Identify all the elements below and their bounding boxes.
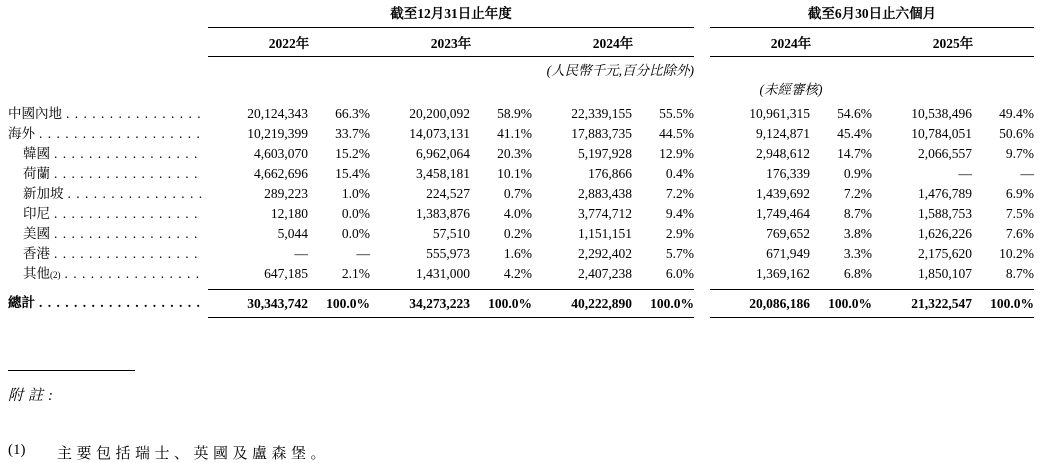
row-label-text: 其他 bbox=[23, 266, 50, 281]
column-header-2025-interim: 2025年 bbox=[872, 36, 1034, 57]
footnote-text: 主要包括瑞士、英國及盧森堡。 bbox=[57, 446, 331, 462]
amount-cell: 2,883,438 bbox=[578, 186, 632, 201]
percent-cell: 0.4% bbox=[665, 166, 694, 181]
amount-cell: 20,086,186 bbox=[710, 289, 810, 318]
row-label bbox=[8, 244, 208, 264]
dot-leader bbox=[66, 104, 202, 124]
column-gap bbox=[694, 164, 710, 184]
percent-cell: 8.7% bbox=[843, 206, 872, 221]
unaudited-note: (未經審核) bbox=[759, 82, 823, 97]
period-group-interim: 截至6月30日止六個月 bbox=[710, 6, 1034, 28]
currency-unit-note: (人民幣千元,百分比除外) bbox=[546, 63, 694, 78]
percent-cell: 2.1% bbox=[341, 266, 370, 281]
amount-cell: 176,866 bbox=[588, 166, 632, 181]
percent-cell: 9.4% bbox=[665, 206, 694, 221]
row-label bbox=[8, 224, 208, 244]
percent-cell: 0.0% bbox=[341, 206, 370, 221]
amount-cell: 10,538,496 bbox=[911, 106, 972, 121]
column-gap bbox=[694, 224, 710, 244]
percent-cell: 100.0% bbox=[308, 289, 370, 318]
row-label-text: 荷蘭 bbox=[23, 166, 50, 181]
amount-cell: 57,510 bbox=[432, 226, 470, 241]
column-header-2024: 2024年 bbox=[532, 36, 694, 57]
amount-cell: 1,431,000 bbox=[416, 266, 470, 281]
row-label bbox=[8, 124, 208, 144]
row-label-text: 海外 bbox=[8, 126, 35, 141]
amount-cell: 9,124,871 bbox=[756, 126, 810, 141]
percent-cell: 12.9% bbox=[659, 146, 694, 161]
percent-cell: 7.2% bbox=[843, 186, 872, 201]
percent-cell: 6.9% bbox=[1005, 186, 1034, 201]
percent-cell: 15.4% bbox=[335, 166, 370, 181]
footnotes-heading: 附註: bbox=[8, 388, 58, 404]
percent-cell: — bbox=[356, 246, 370, 261]
amount-cell: 647,185 bbox=[264, 266, 308, 281]
percent-cell: 55.5% bbox=[659, 106, 694, 121]
column-gap bbox=[694, 124, 710, 144]
amount-cell: 555,973 bbox=[426, 246, 470, 261]
amount-cell: 1,850,107 bbox=[918, 266, 972, 281]
percent-cell: 6.0% bbox=[665, 266, 694, 281]
percent-cell: — bbox=[1020, 166, 1034, 181]
percent-cell: 7.2% bbox=[665, 186, 694, 201]
amount-cell: 3,458,181 bbox=[416, 166, 470, 181]
column-gap bbox=[694, 104, 710, 124]
row-label-text: 美國 bbox=[23, 226, 50, 241]
footnote-separator-line bbox=[8, 370, 135, 371]
amount-cell: 5,197,928 bbox=[578, 146, 632, 161]
amount-cell: 1,749,464 bbox=[756, 206, 810, 221]
amount-cell: 30,343,742 bbox=[208, 289, 308, 318]
amount-cell: 1,626,226 bbox=[918, 226, 972, 241]
column-gap bbox=[694, 264, 710, 284]
row-label-text: 印尼 bbox=[23, 206, 50, 221]
amount-cell: 1,151,151 bbox=[578, 226, 632, 241]
percent-cell: 49.4% bbox=[999, 106, 1034, 121]
amount-cell: 1,369,162 bbox=[756, 266, 810, 281]
percent-cell: 66.3% bbox=[335, 106, 370, 121]
table-body bbox=[8, 104, 1042, 318]
dot-leader bbox=[54, 144, 202, 164]
percent-cell: 1.0% bbox=[341, 186, 370, 201]
row-label-text: 中國內地 bbox=[8, 106, 62, 121]
column-gap bbox=[694, 144, 710, 164]
table-header bbox=[8, 6, 1042, 99]
percent-cell: 3.3% bbox=[843, 246, 872, 261]
percent-cell: 100.0% bbox=[632, 289, 694, 318]
percent-cell: 2.9% bbox=[665, 226, 694, 241]
dot-leader bbox=[54, 204, 202, 224]
amount-cell: 20,200,092 bbox=[409, 106, 470, 121]
row-label bbox=[8, 289, 208, 318]
footnotes-section bbox=[8, 370, 1043, 463]
row-label-text: 香港 bbox=[23, 246, 50, 261]
dot-leader bbox=[54, 164, 202, 184]
column-header-2023: 2023年 bbox=[370, 36, 532, 57]
amount-cell: 1,439,692 bbox=[756, 186, 810, 201]
row-label-text: 新加坡 bbox=[23, 186, 64, 201]
amount-cell: 5,044 bbox=[277, 226, 308, 241]
amount-cell: 22,339,155 bbox=[571, 106, 632, 121]
amount-cell: 769,652 bbox=[766, 226, 810, 241]
amount-cell: 40,222,890 bbox=[532, 289, 632, 318]
percent-cell: 4.0% bbox=[503, 206, 532, 221]
percent-cell: 0.7% bbox=[503, 186, 532, 201]
amount-cell: 224,527 bbox=[426, 186, 470, 201]
amount-cell: 4,662,696 bbox=[254, 166, 308, 181]
row-label bbox=[8, 184, 208, 204]
row-label: 其他 (2) . . . bbox=[8, 264, 208, 284]
amount-cell: 1,383,876 bbox=[416, 206, 470, 221]
amount-cell: 2,407,238 bbox=[578, 266, 632, 281]
percent-cell: 10.2% bbox=[999, 246, 1034, 261]
amount-cell: — bbox=[294, 246, 308, 261]
column-header-2022: 2022年 bbox=[208, 36, 370, 57]
amount-cell: 2,292,402 bbox=[578, 246, 632, 261]
amount-cell: 2,175,620 bbox=[918, 246, 972, 261]
percent-cell: 58.9% bbox=[497, 106, 532, 121]
period-group-annual: 截至12月31日止年度 bbox=[208, 6, 694, 28]
dot-leader bbox=[68, 184, 203, 204]
dot-leader bbox=[54, 244, 202, 264]
percent-cell: 45.4% bbox=[837, 126, 872, 141]
amount-cell: 4,603,070 bbox=[254, 146, 308, 161]
percent-cell: 0.9% bbox=[843, 166, 872, 181]
amount-cell: 34,273,223 bbox=[370, 289, 470, 318]
percent-cell: 100.0% bbox=[972, 289, 1034, 318]
percent-cell: 0.2% bbox=[503, 226, 532, 241]
amount-cell: 20,124,343 bbox=[247, 106, 308, 121]
row-label bbox=[8, 104, 208, 124]
amount-cell: 671,949 bbox=[766, 246, 810, 261]
amount-cell: 2,948,612 bbox=[756, 146, 810, 161]
amount-cell: 14,073,131 bbox=[409, 126, 470, 141]
amount-cell: 176,339 bbox=[766, 166, 810, 181]
percent-cell: 4.2% bbox=[503, 266, 532, 281]
amount-cell: 1,588,753 bbox=[918, 206, 972, 221]
amount-cell: 10,784,051 bbox=[911, 126, 972, 141]
percent-cell: 50.6% bbox=[999, 126, 1034, 141]
percent-cell: 100.0% bbox=[810, 289, 872, 318]
percent-cell: 41.1% bbox=[497, 126, 532, 141]
percent-cell: 33.7% bbox=[335, 126, 370, 141]
percent-cell: 6.8% bbox=[843, 266, 872, 281]
percent-cell: 3.8% bbox=[843, 226, 872, 241]
percent-cell: 44.5% bbox=[659, 126, 694, 141]
amount-cell: 17,883,735 bbox=[571, 126, 632, 141]
dot-leader bbox=[65, 264, 203, 284]
row-label bbox=[8, 144, 208, 164]
percent-cell: 54.6% bbox=[837, 106, 872, 121]
amount-cell: 3,774,712 bbox=[578, 206, 632, 221]
dot-leader bbox=[54, 224, 202, 244]
percent-cell: 8.7% bbox=[1005, 266, 1034, 281]
percent-cell: 14.7% bbox=[837, 146, 872, 161]
amount-cell: 6,962,064 bbox=[416, 146, 470, 161]
column-gap bbox=[694, 244, 710, 264]
column-gap bbox=[694, 184, 710, 204]
footnote-number: (1) bbox=[8, 442, 26, 458]
amount-cell: 2,066,557 bbox=[918, 146, 972, 161]
amount-cell: 289,223 bbox=[264, 186, 308, 201]
footnote-item bbox=[8, 442, 1043, 463]
row-label-text: 總計 bbox=[8, 295, 35, 310]
percent-cell: 100.0% bbox=[470, 289, 532, 318]
dot-leader bbox=[39, 124, 202, 144]
column-gap bbox=[694, 289, 710, 318]
percent-cell: 7.5% bbox=[1005, 206, 1034, 221]
amount-cell: — bbox=[958, 166, 972, 181]
row-label bbox=[8, 204, 208, 224]
percent-cell: 0.0% bbox=[341, 226, 370, 241]
percent-cell: 20.3% bbox=[497, 146, 532, 161]
percent-cell: 7.6% bbox=[1005, 226, 1034, 241]
amount-cell: 10,219,399 bbox=[247, 126, 308, 141]
percent-cell: 15.2% bbox=[335, 146, 370, 161]
column-gap bbox=[694, 204, 710, 224]
amount-cell: 12,180 bbox=[270, 206, 308, 221]
percent-cell: 5.7% bbox=[665, 246, 694, 261]
row-label-text: 韓國 bbox=[23, 146, 50, 161]
amount-cell: 1,476,789 bbox=[918, 186, 972, 201]
amount-cell: 21,322,547 bbox=[872, 289, 972, 318]
amount-cell: 10,961,315 bbox=[749, 106, 810, 121]
percent-cell: 1.6% bbox=[503, 246, 532, 261]
row-label bbox=[8, 164, 208, 184]
dot-leader bbox=[39, 289, 202, 316]
percent-cell: 10.1% bbox=[497, 166, 532, 181]
column-header-2024-interim: 2024年 bbox=[710, 36, 872, 57]
percent-cell: 9.7% bbox=[1005, 146, 1034, 161]
